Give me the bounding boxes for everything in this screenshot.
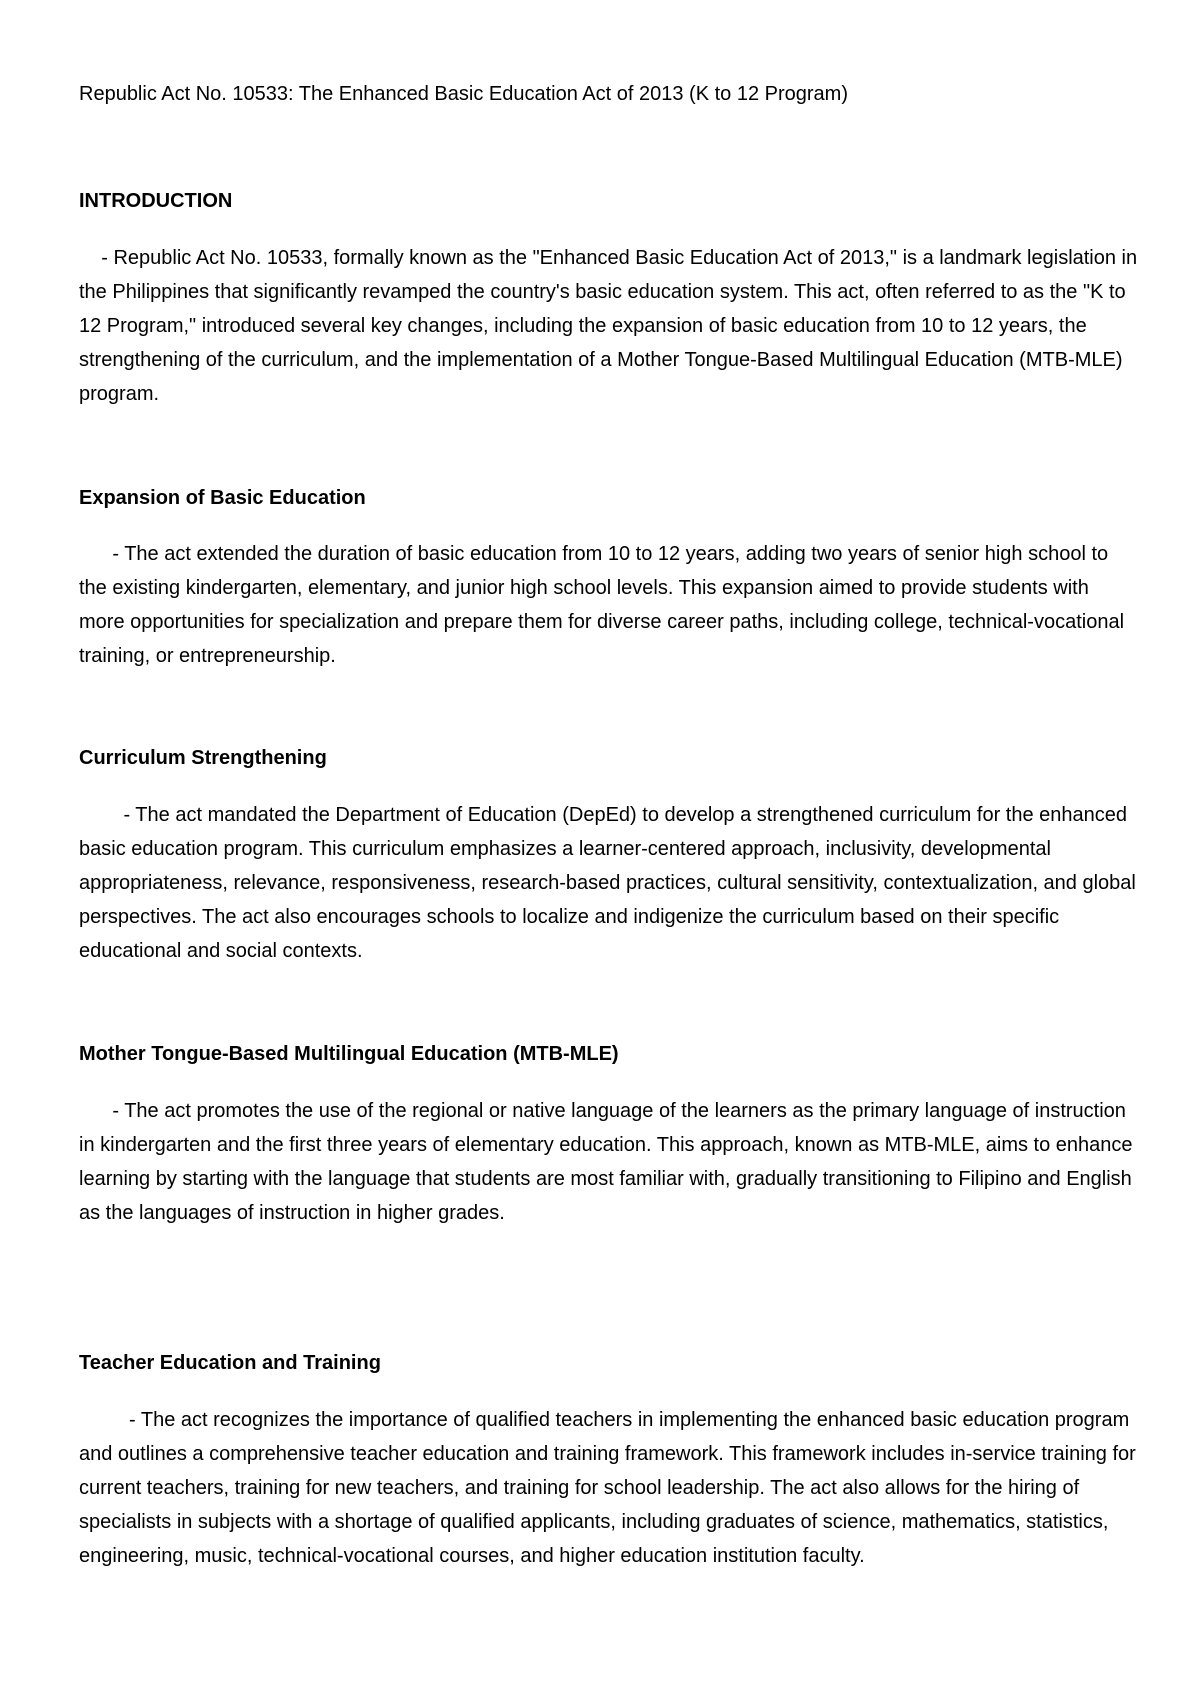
document-title: Republic Act No. 10533: The Enhanced Basic Education Act of 2013 (K to 12 Program) <box>79 83 848 105</box>
section-body-curriculum: - The act mandated the Department of Education (DepEd) to develop a strengthened curriculum for the enhanced basic education program. This curriculum emphasizes a learner-centered approach, inclusivity, developmental appropriateness, relevance, responsiveness, research-based practices, cultural sensitivity, contextualization, and global perspectives. The act also encourages schools to localize and indigenize the curriculum based on their specific educational and social contexts. <box>79 804 1142 962</box>
section-body-teacher-education: - The act recognizes the importance of qualified teachers in implementing the enhanced basic education program and outlines a comprehensive teacher education and training framework. This framework includes in-service training for current teachers, training for new teachers, and training for school leadership. The act also allows for the hiring of specialists in subjects with a shortage of qualified applicants, including graduates of science, mathematics, statistics, engineering, music, technical-vocational courses, and higher education institution faculty. <box>79 1409 1142 1567</box>
section-body-introduction: - Republic Act No. 10533, formally known as the "Enhanced Basic Education Act of 2013," is a landmark legislation in the Philippines that significantly revamped the country's basic education system. This act, often referred to as the "K to 12 Program," introduced several key changes, including the expansion of basic education from 10 to 12 years, the strengthening of the curriculum, and the implementation of a Mother Tongue-Based Multilingual Education (MTB-MLE) program. <box>79 247 1143 405</box>
section-heading-mtb-mle: Mother Tongue-Based Multilingual Education (MTB-MLE) <box>79 1043 619 1065</box>
section-heading-expansion: Expansion of Basic Education <box>79 487 366 509</box>
section-heading-introduction: INTRODUCTION <box>79 190 233 212</box>
section-heading-curriculum: Curriculum Strengthening <box>79 747 327 769</box>
section-body-expansion: - The act extended the duration of basic education from 10 to 12 years, adding two years of senior high school to the existing kindergarten, elementary, and junior high school levels. This expansion aimed to provide students with more opportunities for specialization and prepare them for diverse career paths, including college, technical-vocational training, or entrepreneurship. <box>79 543 1130 667</box>
section-body-mtb-mle: - The act promotes the use of the regional or native language of the learners as the primary language of instruction in kindergarten and the first three years of elementary education. This approach, known as MTB-MLE, aims to enhance learning by starting with the language that students are most familiar with, gradually transitioning to Filipino and English as the languages of instruction in higher grades. <box>79 1100 1139 1224</box>
section-heading-teacher-education: Teacher Education and Training <box>79 1352 381 1374</box>
